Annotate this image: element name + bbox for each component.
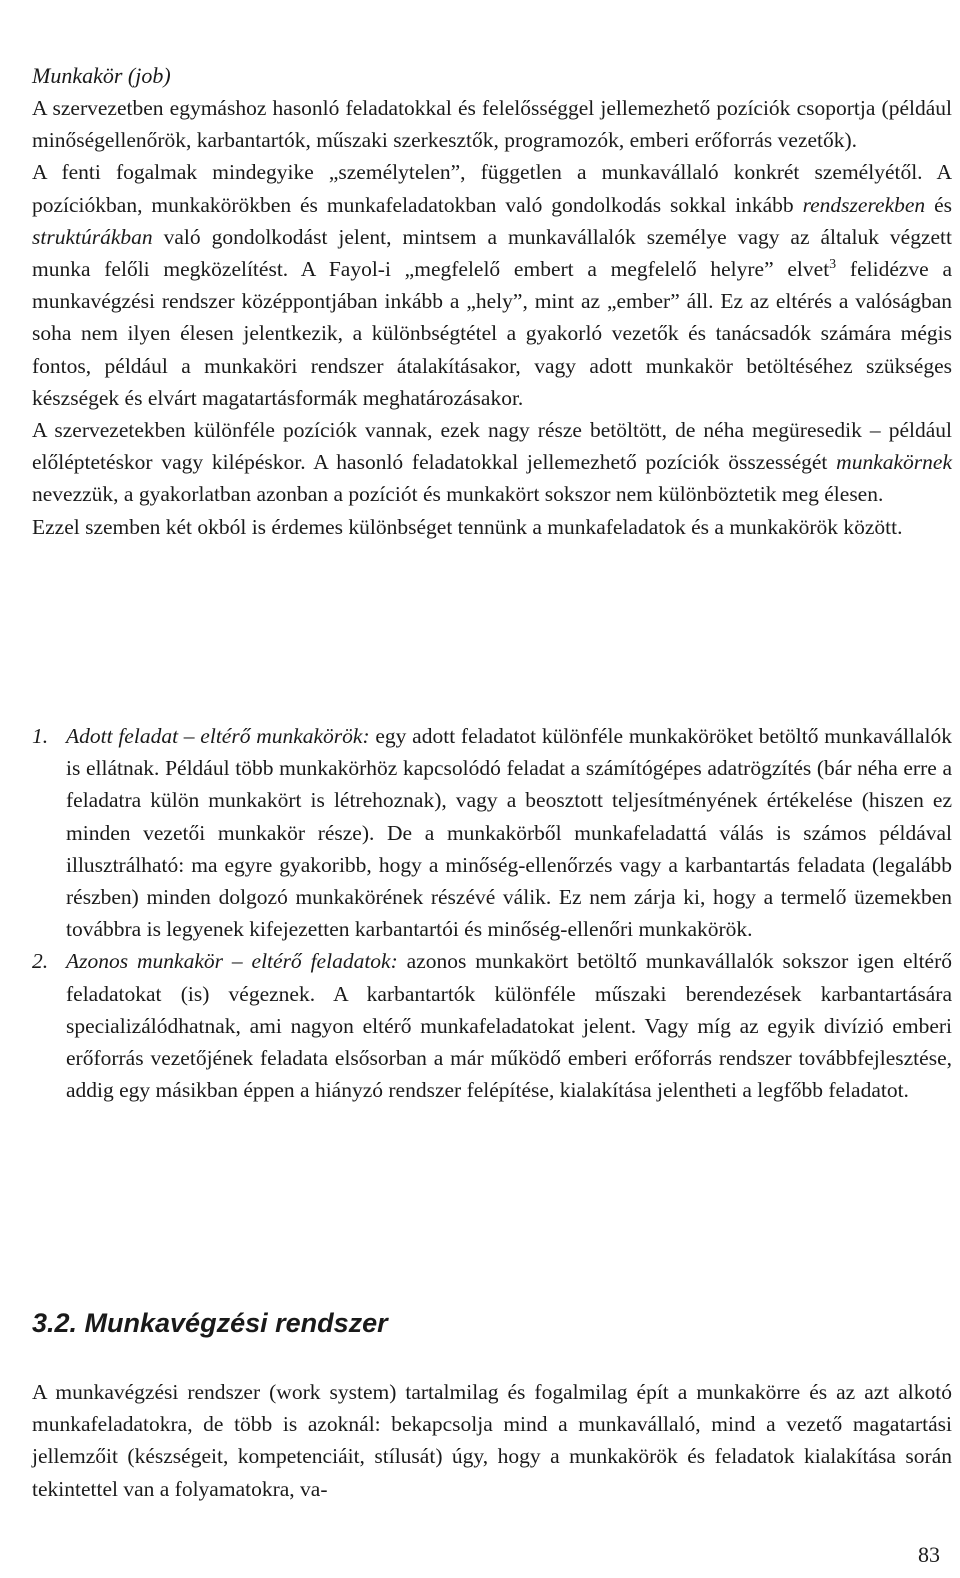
paragraph-impersonal-concepts: A fenti fogalmak mindegyike „személytelen”, független a munkavállaló konkrét személyétől. A pozíciókban, munkakörökben és munkafeladatokban való gondolkodás sokkal inkább rendszerekben és struktúrákban való gondolkodást jelent, mintsem a munkavállalók személye vagy az általuk végzett munka felőli megközelítést. A Fayol-i „megfelelő embert a megfelelő helyre” elvet$^3$ felidézve a munkavégzési rendszer középpontjában inkább a „hely”, mint az „ember” áll. Ez az eltérés a valóságban soha nem ilyen élesen jelentkezik, a különbségtétel a gyakorló vezetők és tanácsadók számára mégis fontos, például a munkaköri rendszer átalakításakor, vagy adott munkakör betöltéséhez szükséges készségek és elvárt magatartásformák meghatározásakor. bbox=[32, 160, 952, 410]
list-heading: Adott feladat – eltérő munkakörök: bbox=[66, 724, 370, 748]
section-body bbox=[32, 1376, 952, 1505]
term-definition: A szervezetben egymáshoz hasonló feladatokkal és felelősséggel jellemezhető pozíciók csoportja (például minőségellenőrök, karbantartók, műszaki szerkesztők, programozók, emberi erőforrás vezetők). bbox=[32, 96, 952, 153]
paragraph-positions: A szervezetekben különféle pozíciók vannak, ezek nagy része betöltött, de néha megüresedik – például előléptetéskor vagy kilépéskor. A hasonló feladatokkal jellemezhető pozíciók összességét munkakörnek nevezzük, a gyakorlatban azonban a pozíciót és munkakört sokszor nem különböztetik meg élesen. bbox=[32, 418, 952, 507]
page-number: 83 bbox=[918, 1542, 940, 1567]
list-number: 1. bbox=[32, 724, 49, 748]
list-heading: Azonos munkakör – eltérő feladatok: bbox=[66, 949, 398, 974]
section-heading: 3.2. Munkavégzési rendszer bbox=[32, 1308, 388, 1338]
paragraph-difference: Ezzel szemben két okból is érdemes különbséget tennünk a munkafeladatok és a munkakörök között. bbox=[32, 514, 903, 539]
list-item: 1. Adott feladat – eltérő munkakörök: egy adott feladatot különféle munkaköröket betöltő munkavállalók is ellátnak. Például több munkakörhöz kapcsolódó feladat a számítógépes adatrögzítés (bár néha erre a feladatra külön munkakört is létrehoznak), vagy a beosztott teljesítményének értékelése (hiszen ez minden vezetői munkakör része). De a munkakörből munkafeladattá válás is számos példával illusztrálható: ma egyre gyakoribb, hogy a minőség-ellenőrzés vagy a karbantartás feladata (legalább részben) minden dolgozó munkakörének részévé válik. Ez nem zárja ki, hogy a termelő üzemekben továbbra is legyenek kifejezetten karbantartói és minőség-ellenőri munkakörök. bbox=[32, 720, 952, 945]
footnote-ref: 3 bbox=[829, 256, 837, 272]
list-number: 2. bbox=[32, 949, 49, 974]
reasons-list bbox=[32, 720, 952, 1106]
section-paragraph: A munkavégzési rendszer (work system) tartalmilag és fogalmilag épít a munkakörre és az azt alkotó munkafeladatokra, de több is azoknál: bekapcsolja mind a munkavállaló, mind a vezető magatartási jellemzőit (készségeit, kompetenciáit, stílusát) úgy, hogy a munkakörök és feladatok kialakítása során tekintettel van a folyamatokra, va- bbox=[32, 1380, 952, 1501]
term-title: Munkakör (job) bbox=[32, 63, 171, 88]
term-body bbox=[32, 92, 952, 543]
list-item: 2. Azonos munkakör – eltérő feladatok: azonos munkakört betöltő munkavállalók sokszor igen eltérő feladatokat (is) végeznek. A karbantartók különféle műszaki berendezések karbantartására specializálódhatnak, ami nagyon eltérő munkafeladatokat jelent. Vagy míg az egyik divízió emberi erőforrás vezetőjének feladata elsősorban a már működő emberi erőforrás rendszer továbbfejlesztése, addig egy másikban éppen a hiányzó rendszer felépítése, kialakítása jelentheti a legfőbb feladatot. bbox=[32, 945, 952, 1106]
